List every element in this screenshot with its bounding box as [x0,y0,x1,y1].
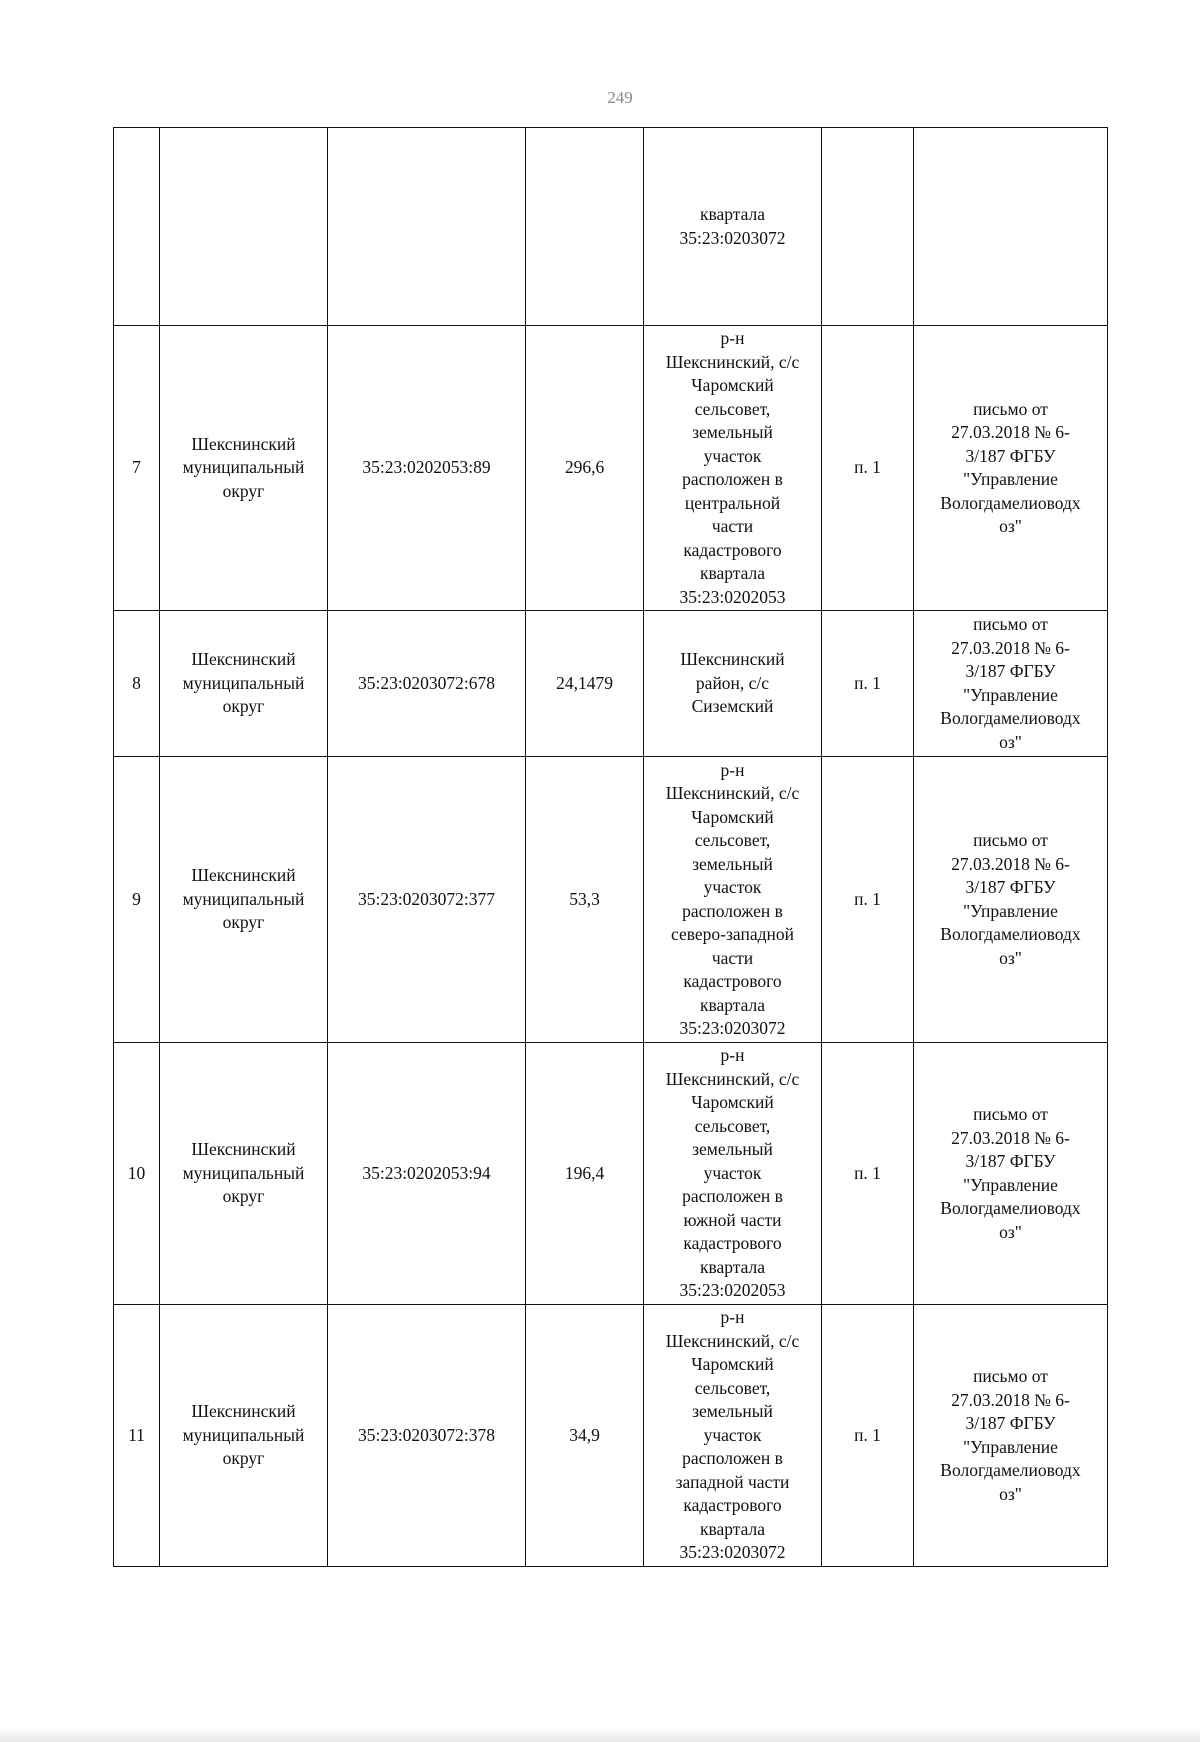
cell-cadastral-number: 35:23:0202053:89 [328,326,526,611]
cell-area [526,128,644,326]
cell-basis: п. 1 [822,1043,914,1305]
cell-document [914,128,1108,326]
cell-document: письмо от 27.03.2018 № 6- 3/187 ФГБУ "Управление Вологдамелиоводх оз" [914,326,1108,611]
cell-cadastral-number [328,128,526,326]
land-plots-table [113,127,1108,1567]
cell-district: Шекснинский муниципальный округ [160,611,328,757]
cell-basis: п. 1 [822,757,914,1043]
cell-district [160,128,328,326]
cell-cadastral-number: 35:23:0203072:678 [328,611,526,757]
scan-edge [0,1727,1200,1742]
cell-area: 24,1479 [526,611,644,757]
cell-num: 9 [114,757,160,1043]
cell-district: Шекснинский муниципальный округ [160,757,328,1043]
cell-cadastral-number: 35:23:0203072:378 [328,1305,526,1567]
cell-num [114,128,160,326]
cell-area: 296,6 [526,326,644,611]
table-row [114,326,1108,611]
cell-cadastral-number: 35:23:0202053:94 [328,1043,526,1305]
page-number: 249 [607,88,633,107]
table-row [114,128,1108,326]
table-row [114,611,1108,757]
cell-location: р-н Шекснинский, с/с Чаромский сельсовет, земельный участок расположен в центральной части кадастрового квартала 35:23:0202053 [644,326,822,611]
cell-num: 10 [114,1043,160,1305]
table-row [114,757,1108,1043]
cell-location: р-н Шекснинский, с/с Чаромский сельсовет, земельный участок расположен в западной части кадастрового квартала 35:23:0203072 [644,1305,822,1567]
cell-area: 53,3 [526,757,644,1043]
cell-cadastral-number: 35:23:0203072:377 [328,757,526,1043]
cell-district: Шекснинский муниципальный округ [160,326,328,611]
cell-district: Шекснинский муниципальный округ [160,1305,328,1567]
cell-document: письмо от 27.03.2018 № 6- 3/187 ФГБУ "Управление Вологдамелиоводх оз" [914,1043,1108,1305]
cell-document: письмо от 27.03.2018 № 6- 3/187 ФГБУ "Управление Вологдамелиоводх оз" [914,757,1108,1043]
cell-basis [822,128,914,326]
cell-basis: п. 1 [822,326,914,611]
cell-document: письмо от 27.03.2018 № 6- 3/187 ФГБУ "Управление Вологдамелиоводх оз" [914,611,1108,757]
cell-location: р-н Шекснинский, с/с Чаромский сельсовет, земельный участок расположен в южной части кадастрового квартала 35:23:0202053 [644,1043,822,1305]
table-row [114,1305,1108,1567]
cell-num: 11 [114,1305,160,1567]
table-row [114,1043,1108,1305]
cell-document: письмо от 27.03.2018 № 6- 3/187 ФГБУ "Управление Вологдамелиоводх оз" [914,1305,1108,1567]
cell-location: р-н Шекснинский, с/с Чаромский сельсовет, земельный участок расположен в северо-западной части кадастрового квартала 35:23:0203072 [644,757,822,1043]
cell-basis: п. 1 [822,1305,914,1567]
cell-num: 7 [114,326,160,611]
cell-num: 8 [114,611,160,757]
cell-location: Шекснинский район, с/с Сиземский [644,611,822,757]
cell-location: квартала 35:23:0203072 [644,128,822,326]
cell-area: 34,9 [526,1305,644,1567]
cell-area: 196,4 [526,1043,644,1305]
cell-district: Шекснинский муниципальный округ [160,1043,328,1305]
cell-basis: п. 1 [822,611,914,757]
